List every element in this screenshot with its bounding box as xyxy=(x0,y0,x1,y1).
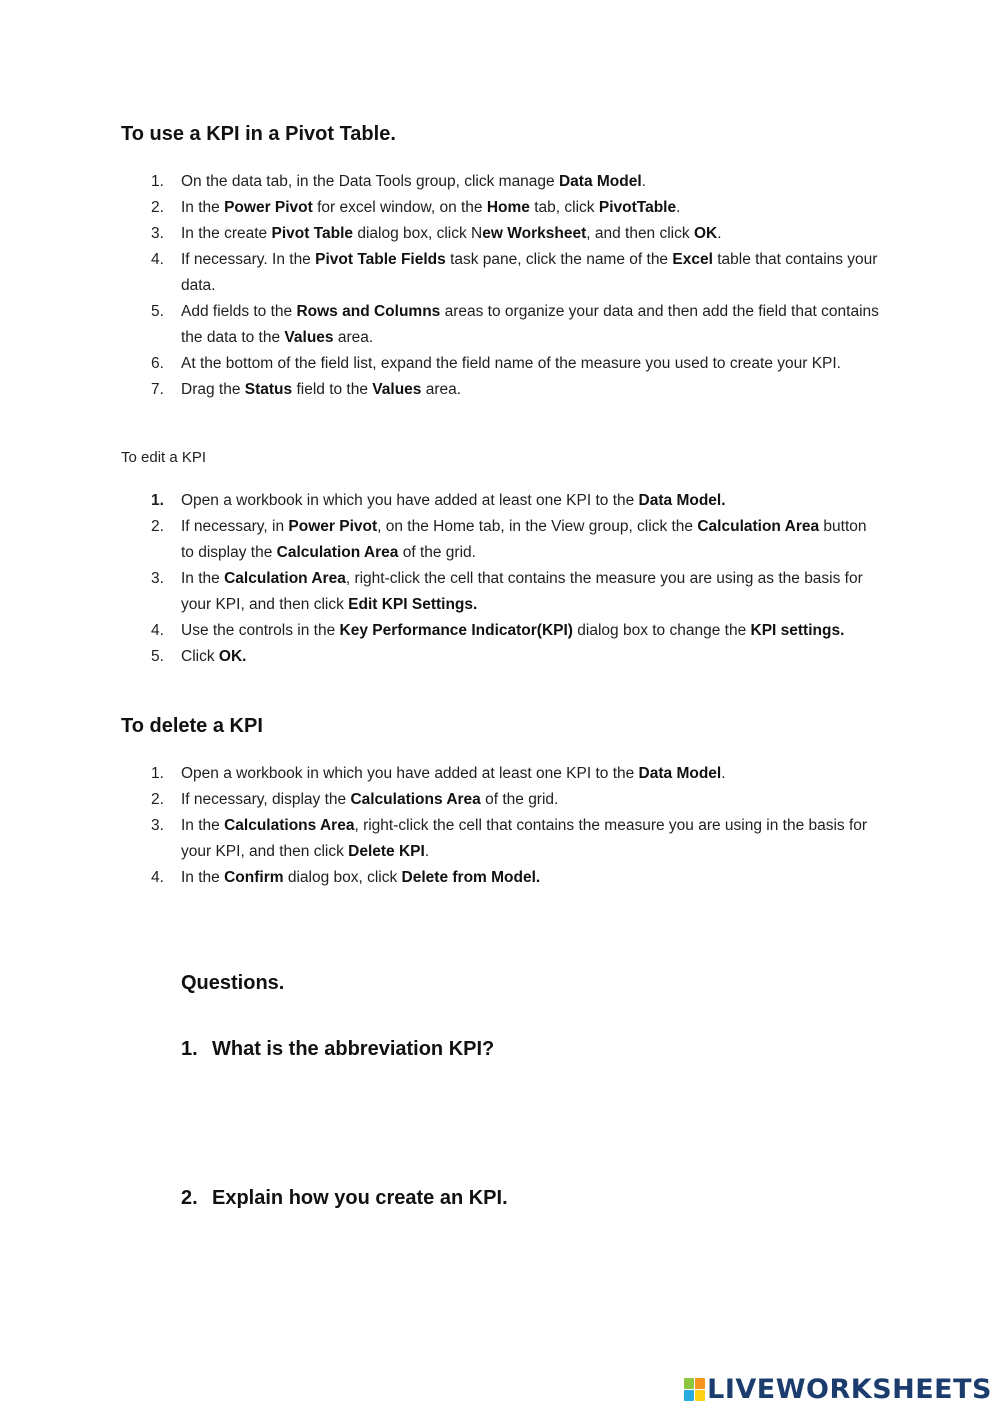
step-emphasis: Edit KPI Settings. xyxy=(348,596,478,613)
step-emphasis: Power Pivot xyxy=(288,518,378,535)
step-text: In the xyxy=(181,570,225,587)
step-text: table that contains your data. xyxy=(181,251,878,294)
edit-kpi-steps xyxy=(121,488,881,670)
step-emphasis: Values xyxy=(372,381,422,398)
question-1 xyxy=(181,1038,494,1061)
step-text: for excel window, on the xyxy=(312,199,487,216)
step-emphasis: Excel xyxy=(672,251,713,268)
edit-kpi-step-1 xyxy=(121,488,881,514)
step-emphasis: Home xyxy=(486,199,530,216)
step-text: field to the xyxy=(292,381,373,398)
step-text: , on the Home tab, in the View group, click the xyxy=(377,518,698,535)
step-number: 4. xyxy=(151,869,164,886)
step-emphasis: Calculations Area xyxy=(224,817,355,834)
step-text: Click xyxy=(181,648,219,665)
step-text: area. xyxy=(421,381,462,398)
step-text: In the xyxy=(181,869,225,886)
step-emphasis: ew xyxy=(482,225,503,242)
step-number: 5. xyxy=(151,648,164,665)
step-emphasis: OK. xyxy=(218,648,247,665)
step-emphasis: Worksheet xyxy=(507,225,587,242)
question-text: What is the abbreviation KPI? xyxy=(212,1038,495,1060)
step-number: 1. xyxy=(151,173,164,190)
logo-text: LIVEWORKSHEETS xyxy=(707,1374,992,1405)
step-text: On the data tab, in the Data Tools group, click manage xyxy=(181,173,559,190)
step-emphasis: Calculation Area xyxy=(224,570,346,587)
step-emphasis: Delete KPI xyxy=(348,843,425,860)
step-text: , right-click the cell that contains the measure you are using as the basis for your KPI, and then click xyxy=(181,570,863,613)
step-emphasis: Power Pivot xyxy=(224,199,313,216)
step-text: of the grid. xyxy=(480,791,559,808)
edit-kpi-step-4 xyxy=(121,618,881,644)
step-text: of the grid. xyxy=(398,544,476,561)
step-text: . xyxy=(717,225,722,242)
step-text: Drag the xyxy=(181,381,245,398)
question-text: Explain how you create an KPI. xyxy=(212,1187,508,1209)
delete-kpi-step-4 xyxy=(121,865,881,891)
delete-kpi-steps xyxy=(121,761,881,891)
step-text: Use the controls in the xyxy=(181,622,340,639)
step-text: dialog box, click N xyxy=(353,225,483,242)
question-2 xyxy=(181,1187,508,1210)
liveworksheets-logo xyxy=(684,1374,992,1405)
step-number: 3. xyxy=(151,570,164,587)
step-emphasis: KPI settings. xyxy=(750,622,845,639)
step-emphasis: Pivot Table Fields xyxy=(315,251,446,268)
delete-kpi-step-1 xyxy=(121,761,881,787)
delete-kpi-step-2 xyxy=(121,787,881,813)
step-text: , right-click the cell that contains the measure you are using in the basis for your KPI, and then click xyxy=(181,817,868,860)
step-text: , and then click xyxy=(586,225,694,242)
step-number: 4. xyxy=(151,622,164,639)
step-text: If necessary, display the xyxy=(181,791,351,808)
liveworksheets-logo-icon xyxy=(684,1378,705,1401)
step-number: 6. xyxy=(151,355,164,372)
question-number: 1. xyxy=(181,1038,198,1060)
edit-kpi-step-3 xyxy=(121,566,881,618)
question-number: 2. xyxy=(181,1187,198,1209)
questions-heading: Questions. xyxy=(181,972,285,994)
step-emphasis: Calculations Area xyxy=(350,791,481,808)
step-text: In the create xyxy=(181,225,272,242)
step-text: If necessary. In the xyxy=(181,251,316,268)
step-text: task pane, click the name of the xyxy=(445,251,673,268)
step-emphasis: Calculation Area xyxy=(276,544,399,561)
step-emphasis: Pivot Table xyxy=(271,225,354,242)
step-text: dialog box, click xyxy=(283,869,402,886)
use-kpi-step-5 xyxy=(121,299,881,351)
step-emphasis: PivotTable xyxy=(598,199,677,216)
section-title-edit-kpi: To edit a KPI xyxy=(121,449,207,466)
step-number: 1. xyxy=(151,765,164,782)
delete-kpi-step-3 xyxy=(121,813,881,865)
use-kpi-step-7 xyxy=(121,377,881,403)
step-number: 1. xyxy=(151,492,164,509)
step-text: Open a workbook in which you have added at least one KPI to the xyxy=(181,765,639,782)
step-number: 3. xyxy=(151,817,164,834)
use-kpi-step-3 xyxy=(121,221,881,247)
step-text: . xyxy=(424,843,430,860)
step-emphasis: Data Model xyxy=(558,173,642,190)
edit-kpi-step-2 xyxy=(121,514,881,566)
step-text: . xyxy=(721,765,726,782)
step-emphasis: Delete from Model. xyxy=(401,869,541,886)
step-text: dialog box to change the xyxy=(572,622,751,639)
step-text: If necessary, in xyxy=(181,518,289,535)
use-kpi-step-4 xyxy=(121,247,881,299)
step-emphasis: Data Model. xyxy=(638,492,726,509)
step-number: 3. xyxy=(151,225,164,242)
use-kpi-steps xyxy=(121,169,881,403)
step-text: Open a workbook in which you have added at least one KPI to the xyxy=(181,492,639,509)
use-kpi-step-2 xyxy=(121,195,881,221)
step-emphasis: Data Model xyxy=(638,765,722,782)
step-text: tab, click xyxy=(529,199,599,216)
step-text: Add fields to the xyxy=(181,303,297,320)
step-text: areas to organize your data and then add the field that contains the data to the xyxy=(181,303,879,346)
step-text: area. xyxy=(333,329,374,346)
step-number: 7. xyxy=(151,381,164,398)
step-number: 4. xyxy=(151,251,164,268)
step-text: In the xyxy=(181,199,225,216)
step-emphasis: Values xyxy=(284,329,334,346)
step-emphasis: OK xyxy=(693,225,718,242)
step-text: . xyxy=(676,199,681,216)
step-text: button to display the xyxy=(181,518,867,561)
step-text: At the bottom of the field list, expand the field name of the measure you used to create your KPI. xyxy=(181,355,841,372)
step-emphasis: Confirm xyxy=(224,869,284,886)
step-text: . xyxy=(641,173,646,190)
use-kpi-step-6 xyxy=(121,351,881,377)
step-emphasis: Key Performance Indicator(KPI) xyxy=(339,622,573,639)
use-kpi-step-1 xyxy=(121,169,881,195)
step-number: 2. xyxy=(151,791,164,808)
edit-kpi-step-5 xyxy=(121,644,881,670)
section-title-use-kpi: To use a KPI in a Pivot Table. xyxy=(121,123,396,145)
section-title-delete-kpi: To delete a KPI xyxy=(121,715,263,737)
step-number: 5. xyxy=(151,303,164,320)
step-text: In the xyxy=(181,817,225,834)
step-emphasis: Rows and Columns xyxy=(296,303,441,320)
step-emphasis: Calculation Area xyxy=(697,518,820,535)
step-number: 2. xyxy=(151,199,164,216)
step-number: 2. xyxy=(151,518,164,535)
step-emphasis: Status xyxy=(244,381,293,398)
